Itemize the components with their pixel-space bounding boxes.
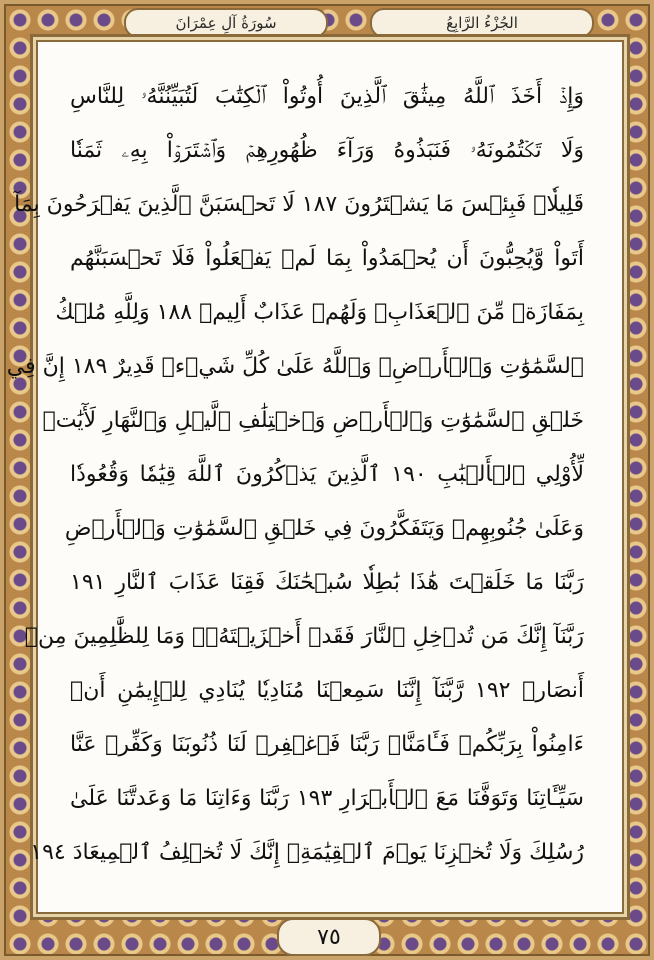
text-line: وَإِذۡ أَخَذَ ٱللَّهُ مِيثَٰقَ ٱلَّذِينَ أُوتُواْ ٱلۡكِتَٰبَ لَتُبَيِّنُنَّهُۥ لِلنَّاسِ — [70, 84, 584, 109]
text-line: ٱلسَّمَٰوَٰتِ وَٱلۡأَرۡضِۗ وَٱللَّهُ عَلَىٰ كُلِّ شَيۡءٖ قَدِيرٌ ١٨٩ إِنَّ فِي — [6, 354, 584, 379]
text-line: رُسُلِكَ وَلَا تُخۡزِنَا يَوۡمَ ٱلۡقِيَٰمَةِۗ إِنَّكَ لَا تُخۡلِفُ ٱلۡمِيعَادَ ١٩٤ — [30, 840, 584, 865]
text-line: سَيِّـَٔاتِنَا وَتَوَفَّنَا مَعَ ٱلۡأَبۡرَارِ ١٩٣ رَبَّنَا وَءَاتِنَا مَا وَعَدتَّنَا عَلَىٰ — [70, 786, 584, 811]
quran-text — [6, 70, 585, 890]
text-line: لِّأُوْلِي ٱلۡأَلۡبَٰبِ ١٩٠ ٱلَّذِينَ يَذۡكُرُونَ ٱللَّهَ قِيَٰمٗا وَقُعُودٗا — [70, 462, 584, 487]
text-line: رَبَّنَا مَا خَلَقۡتَ هَٰذَا بَٰطِلٗا سُبۡحَٰنَكَ فَقِنَا عَذَابَ ٱلنَّارِ ١٩١ — [70, 570, 584, 595]
text-line: أَتَواْ وَّيُحِبُّونَ أَن يُحۡمَدُواْ بِمَا لَمۡ يَفۡعَلُواْ فَلَا تَحۡسَبَنَّهُم — [70, 246, 584, 271]
text-line: أَنصَارٖ ١٩٢ رَّبَّنَآ إِنَّنَا سَمِعۡنَا مُنَادِيٗا يُنَادِي لِلۡإِيمَٰنِ أَنۡ — [70, 678, 585, 703]
text-line: قَلِيلٗاۖ فَبِئۡسَ مَا يَشۡتَرُونَ ١٨٧ لَا تَحۡسَبَنَّ ٱلَّذِينَ يَفۡرَحُونَ بِمَآ — [14, 192, 584, 217]
juz-title: الجُزْءُ الرَّابِعُ — [370, 8, 594, 38]
page-number: ٧٥ — [277, 918, 381, 956]
text-line: ءَامِنُواْ بِرَبِّكُمۡ فَـَٔامَنَّاۚ رَبَّنَا فَٱغۡفِرۡ لَنَا ذُنُوبَنَا وَكَفِّرۡ عَنَّا — [70, 732, 584, 757]
header-bar — [30, 4, 624, 34]
surah-title: سُورَةُ آلِ عِمْرَانَ — [124, 8, 328, 38]
text-line: خَلۡقِ ٱلسَّمَٰوَٰتِ وَٱلۡأَرۡضِ وَٱخۡتِلَٰفِ ٱلَّيۡلِ وَٱلنَّهَارِ لَأٓيَٰتٖ — [42, 408, 584, 433]
text-line: بِمَفَازَةٖ مِّنَ ٱلۡعَذَابِۖ وَلَهُمۡ عَذَابٌ أَلِيمٞ ١٨٨ وَلِلَّهِ مُلۡكُ — [55, 300, 584, 325]
text-line: رَبَّنَآ إِنَّكَ مَن تُدۡخِلِ ٱلنَّارَ فَقَدۡ أَخۡزَيۡتَهُۥۖ وَمَا لِلظَّٰلِمِينَ مِنۡ — [24, 624, 584, 649]
text-line: وَعَلَىٰ جُنُوبِهِمۡ وَيَتَفَكَّرُونَ فِي خَلۡقِ ٱلسَّمَٰوَٰتِ وَٱلۡأَرۡضِ — [64, 516, 584, 541]
text-line: وَلَا تَكۡتُمُونَهُۥ فَنَبَذُوهُ وَرَآءَ ظُهُورِهِمۡ وَٱشۡتَرَوۡاْ بِهِۦ ثَمَنٗا — [70, 138, 584, 163]
